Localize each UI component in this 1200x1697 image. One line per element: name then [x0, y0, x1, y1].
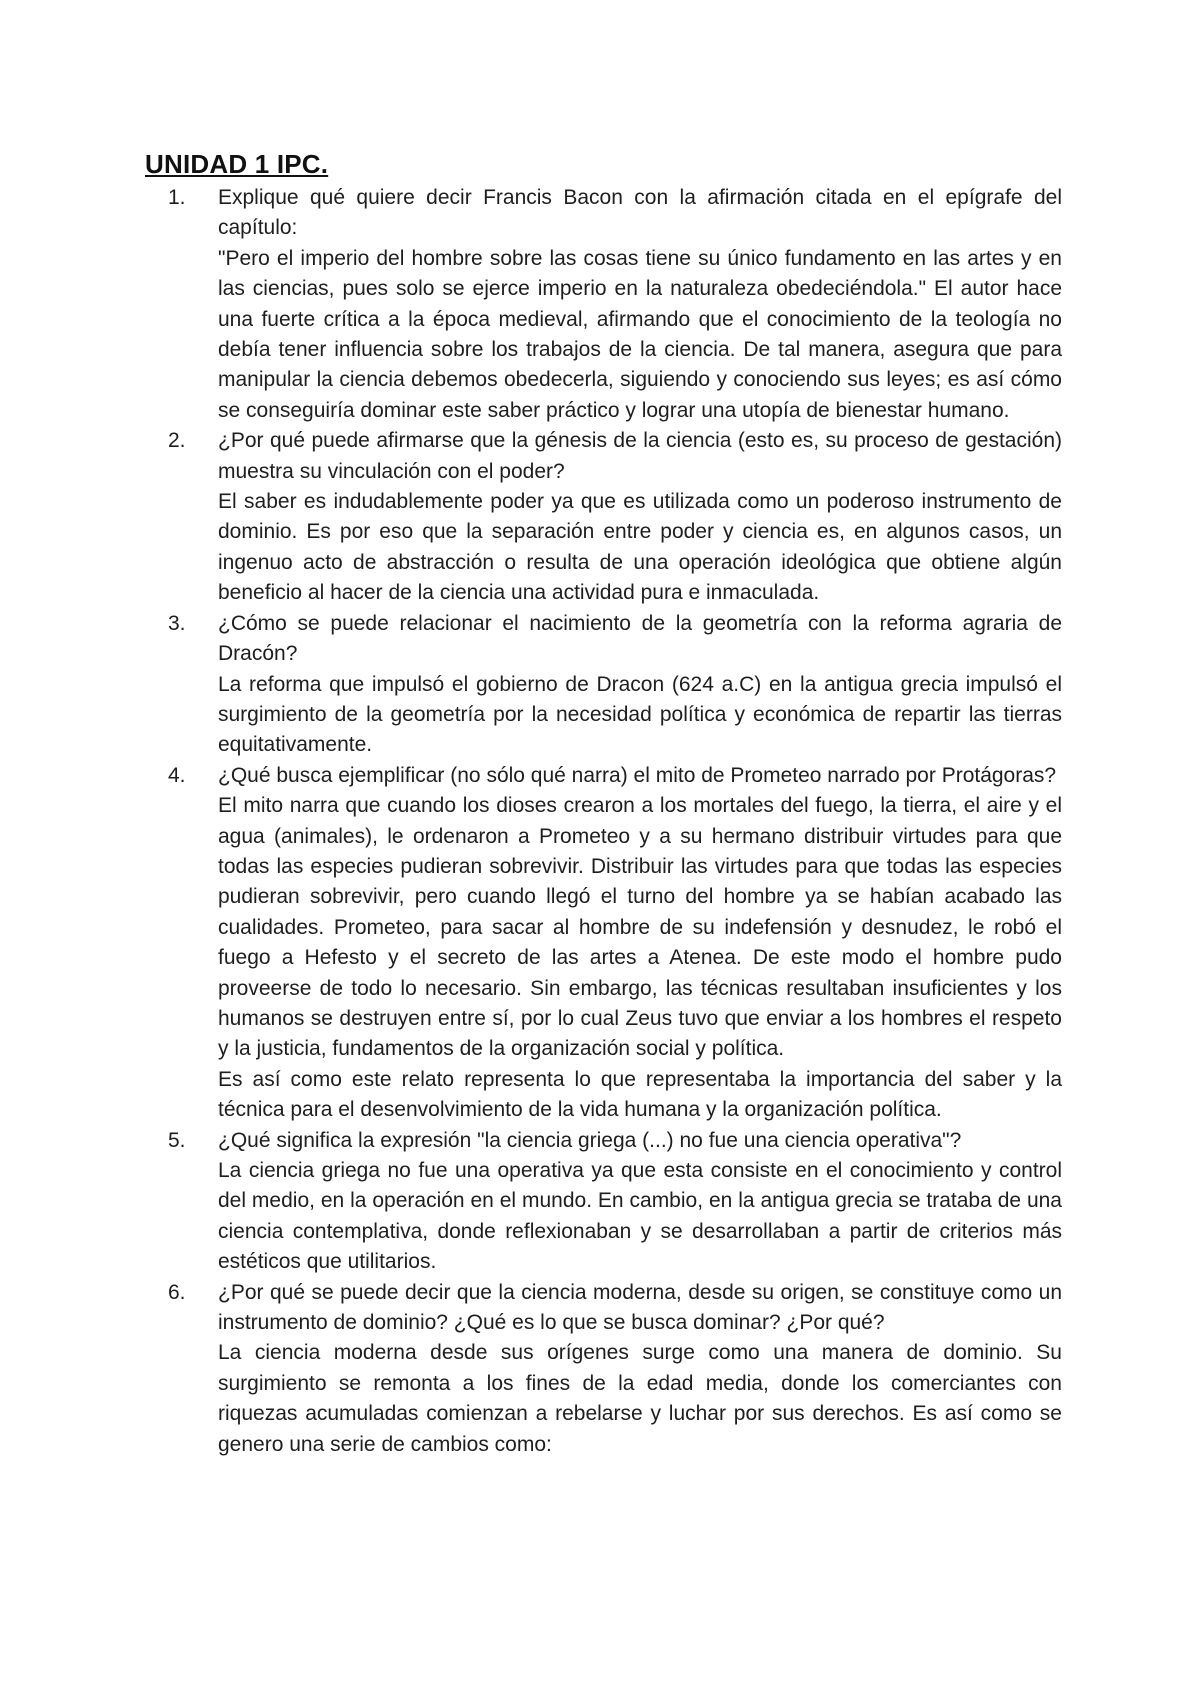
answer-paragraph: El saber es indudablemente poder ya que es utilizada como un poderoso instrumento de dominio. Es por eso que la separación entre poder y ciencia es, en algunos casos, un ingenuo acto de abstracción o resulta de una operación ideológica que obtiene algún beneficio al hacer de la ciencia una actividad pura e inmaculada. [218, 490, 1062, 605]
question-number: 6. [168, 1280, 186, 1304]
document-title: UNIDAD 1 IPC. [145, 149, 329, 179]
question-number: 5. [168, 1128, 186, 1152]
question-item-5 [168, 1126, 1062, 1278]
answer-paragraph: La ciencia griega no fue una operativa ya que esta consiste en el conocimiento y control del medio, en la operación en el mundo. En cambio, en la antigua grecia se trataba de una ciencia contemplativa, donde reflexionaban y se desarrollaban a partir de criterios más estéticos que utilitarios. [218, 1159, 1062, 1274]
question-item-1 [168, 183, 1062, 426]
answer-paragraph: La ciencia moderna desde sus orígenes surge como una manera de dominio. Su surgimiento se remonta a los fines de la edad media, donde los comerciantes con riquezas acumuladas comienzan a rebelarse y luchar por sus derechos. Es así como se genero una serie de cambios como: [218, 1341, 1062, 1456]
question-number: 3. [168, 611, 186, 635]
question-number: 2. [168, 429, 186, 453]
question-list [168, 183, 1062, 1460]
question-text: ¿Qué significa la expresión "la ciencia griega (...) no fue una ciencia operativa"? [218, 1128, 962, 1152]
question-item-4 [168, 761, 1062, 1126]
question-item-6 [168, 1278, 1062, 1460]
question-item-3 [168, 609, 1062, 761]
question-text: ¿Por qué puede afirmarse que la génesis de la ciencia (esto es, su proceso de gestación) muestra su vinculación con el poder? [218, 429, 1062, 483]
question-item-2 [168, 426, 1062, 608]
question-text: ¿Cómo se puede relacionar el nacimiento de la geometría con la reforma agraria de Dracón? [218, 611, 1062, 666]
question-text: ¿Por qué se puede decir que la ciencia moderna, desde su origen, se constituye como un instrumento de dominio? ¿Qué es lo que se busca dominar? ¿Por qué? [218, 1280, 1062, 1335]
question-text: Explique qué quiere decir Francis Bacon con la afirmación citada en el epígrafe del capítulo: [218, 186, 1062, 240]
answer-paragraph: La reforma que impulsó el gobierno de Dracon (624 a.C) en la antigua grecia impulsó el surgimiento de la geometría por la necesidad política y económica de repartir las tierras equitativamente. [218, 672, 1062, 757]
answer-paragraph: Es así como este relato representa lo que representaba la importancia del saber y la técnica para el desenvolvimiento de la vida humana y la organización política. [218, 1067, 1062, 1122]
answer-paragraph: "Pero el imperio del hombre sobre las cosas tiene su único fundamento en las artes y en las ciencias, pues solo se ejerce imperio en la naturaleza obedeciéndola." El autor hace una fuerte crítica a la época medieval, afirmando que el conocimiento de la teología no debía tener influencia sobre los trabajos de la ciencia. De tal manera, asegura que para manipular la ciencia debemos obedecerla, siguiendo y conociendo sus leyes; es así cómo se conseguiría dominar este saber práctico y lograr una utopía de bienestar humano. [218, 246, 1062, 422]
question-number: 4. [168, 763, 186, 787]
question-text: ¿Qué busca ejemplificar (no sólo qué narra) el mito de Prometeo narrado por Protágoras? [218, 763, 1057, 787]
question-number: 1. [168, 186, 186, 209]
answer-paragraph: El mito narra que cuando los dioses crearon a los mortales del fuego, la tierra, el aire y el agua (animales), le ordenaron a Prometeo y a su hermano distribuir virtudes para que todas las especies pudieran sobrevivir. Distribuir las virtudes para que todas las especies pudieran sobrevivir, pero cuando llegó el turno del hombre ya se habían acabado las cualidades. Prometeo, para sacar al hombre de su indefensión y desnudez, le robó el fuego a Hefesto y el secreto de las artes a Atenea. De este modo el hombre pudo proveerse de todo lo necesario. Sin embargo, las técnicas resultaban insuficientes y los humanos se destruyen entre sí, por lo cual Zeus tuvo que enviar a los hombres el respeto y la justicia, fundamentos de la organización social y política. [218, 794, 1062, 1061]
